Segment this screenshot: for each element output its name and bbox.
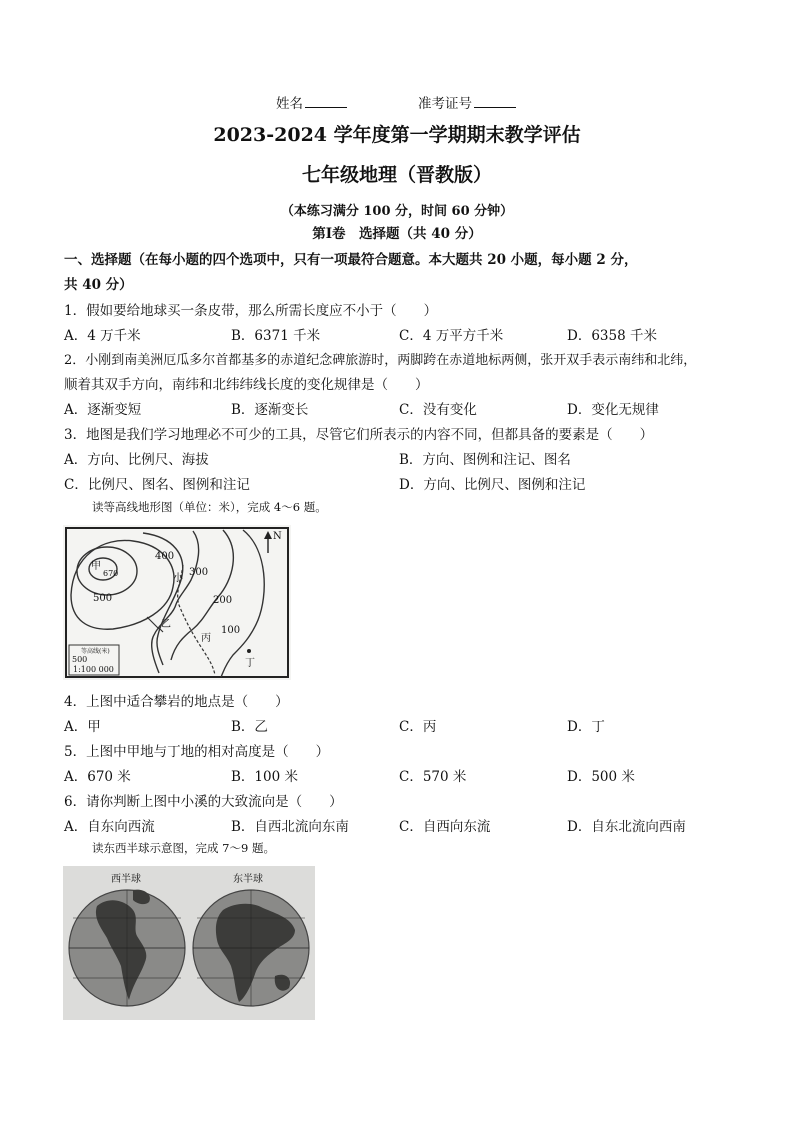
- label-500: 500: [93, 593, 113, 604]
- q4-option-c[interactable]: C．丙: [399, 719, 437, 735]
- id-field[interactable]: [418, 92, 516, 112]
- legend-title: 等高线(米): [81, 648, 110, 655]
- q2-option-b[interactable]: B．逐渐变长: [231, 402, 309, 418]
- q1-option-b[interactable]: B．6371 千米: [231, 328, 321, 344]
- east-hemisphere-label: 东半球: [233, 874, 263, 885]
- id-blank: [474, 95, 516, 108]
- question-2-stem-line1: 2．小刚到南美洲厄瓜多尔首都基多的赤道纪念碑旅游时，两脚跨在赤道地标两侧，张开双手表示南纬和北纬，: [64, 353, 697, 368]
- page-title: 2023-2024 学年度第一学期期末教学评估: [213, 124, 581, 146]
- hemisphere-map-intro: 读东西半球示意图，完成 7～9 题。: [92, 841, 275, 855]
- label-ding: 丁: [245, 658, 255, 669]
- q1-option-a[interactable]: A．4 万千米: [64, 328, 141, 344]
- label-peak-670: 670: [103, 569, 119, 578]
- west-hemisphere-label: 西半球: [111, 874, 141, 885]
- exam-note: （本练习满分 100 分，时间 60 分钟）: [280, 204, 514, 219]
- question-2-stem-line2: 顺着其双手方向，南纬和北纬纬线长度的变化规律是（ ）: [64, 377, 429, 393]
- q6-option-b[interactable]: B．自西北流向东南: [231, 819, 349, 835]
- q3-option-d[interactable]: D．方向、比例尺、图例和注记: [399, 477, 586, 493]
- q3-option-a[interactable]: A．方向、比例尺、海拔: [64, 452, 209, 468]
- question-4-stem: 4．上图中适合攀岩的地点是（ ）: [64, 694, 289, 710]
- q6-option-d[interactable]: D．自东北流向西南: [567, 819, 686, 835]
- map-scale: 1:100 000: [73, 665, 114, 674]
- section-heading-line1: 一、选择题（在每小题的四个选项中，只有一项最符合题意。本大题共 20 小题，每小题 2 分，: [64, 252, 638, 268]
- q4-option-a[interactable]: A．甲: [64, 719, 101, 735]
- q5-option-a[interactable]: A．670 米: [64, 769, 131, 785]
- label-300: 300: [189, 567, 209, 578]
- q4-option-b[interactable]: B．乙: [231, 719, 268, 735]
- legend-value: 500: [72, 655, 88, 664]
- name-blank: [305, 95, 347, 108]
- q2-option-a[interactable]: A．逐渐变短: [64, 402, 142, 418]
- question-1-stem: 1．假如要给地球买一条皮带，那么所需长度应不小于（ ）: [64, 303, 438, 319]
- question-3-stem: 3．地图是我们学习地理必不可少的工具，尽管它们所表示的内容不同，但都具备的要素是（ ）: [64, 427, 654, 443]
- q6-option-a[interactable]: A．自东向西流: [64, 819, 155, 835]
- label-stream: 小: [173, 573, 183, 584]
- question-6-stem: 6．请你判断上图中小溪的大致流向是（ ）: [64, 794, 343, 810]
- label-100: 100: [221, 625, 241, 636]
- q5-option-c[interactable]: C．570 米: [399, 769, 467, 785]
- contour-map-intro: 读等高线地形图（单位：米），完成 4～6 题。: [92, 500, 327, 514]
- label-400: 400: [155, 551, 175, 562]
- question-5-stem: 5．上图中甲地与丁地的相对高度是（ ）: [64, 744, 330, 760]
- q2-option-d[interactable]: D．变化无规律: [567, 402, 659, 418]
- label-200: 200: [213, 595, 233, 606]
- q4-option-d[interactable]: D．丁: [567, 719, 605, 735]
- label-yi: 乙: [161, 619, 171, 630]
- id-label: 准考证号: [418, 96, 472, 112]
- label-jia: 甲: [91, 561, 101, 572]
- q1-option-d[interactable]: D．6358 千米: [567, 328, 657, 344]
- q3-option-c[interactable]: C．比例尺、图名、图例和注记: [64, 477, 250, 493]
- name-field[interactable]: [276, 92, 347, 112]
- label-bing: 丙: [201, 633, 211, 644]
- label-north: N: [273, 531, 282, 542]
- q3-option-b[interactable]: B．方向、图例和注记、图名: [399, 452, 571, 468]
- contour-map: [63, 525, 291, 680]
- part-title: 第Ⅰ卷 选择题（共 40 分）: [312, 226, 482, 242]
- q1-option-c[interactable]: C．4 万平方千米: [399, 328, 504, 344]
- hemisphere-map: [63, 866, 315, 1020]
- q5-option-b[interactable]: B．100 米: [231, 769, 298, 785]
- q2-option-c[interactable]: C．没有变化: [399, 402, 477, 418]
- name-label: 姓名: [276, 96, 303, 112]
- section-heading-line2: 共 40 分）: [64, 277, 133, 293]
- q6-option-c[interactable]: C．自西向东流: [399, 819, 491, 835]
- q5-option-d[interactable]: D．500 米: [567, 769, 635, 785]
- page-subtitle: 七年级地理（晋教版）: [301, 164, 492, 186]
